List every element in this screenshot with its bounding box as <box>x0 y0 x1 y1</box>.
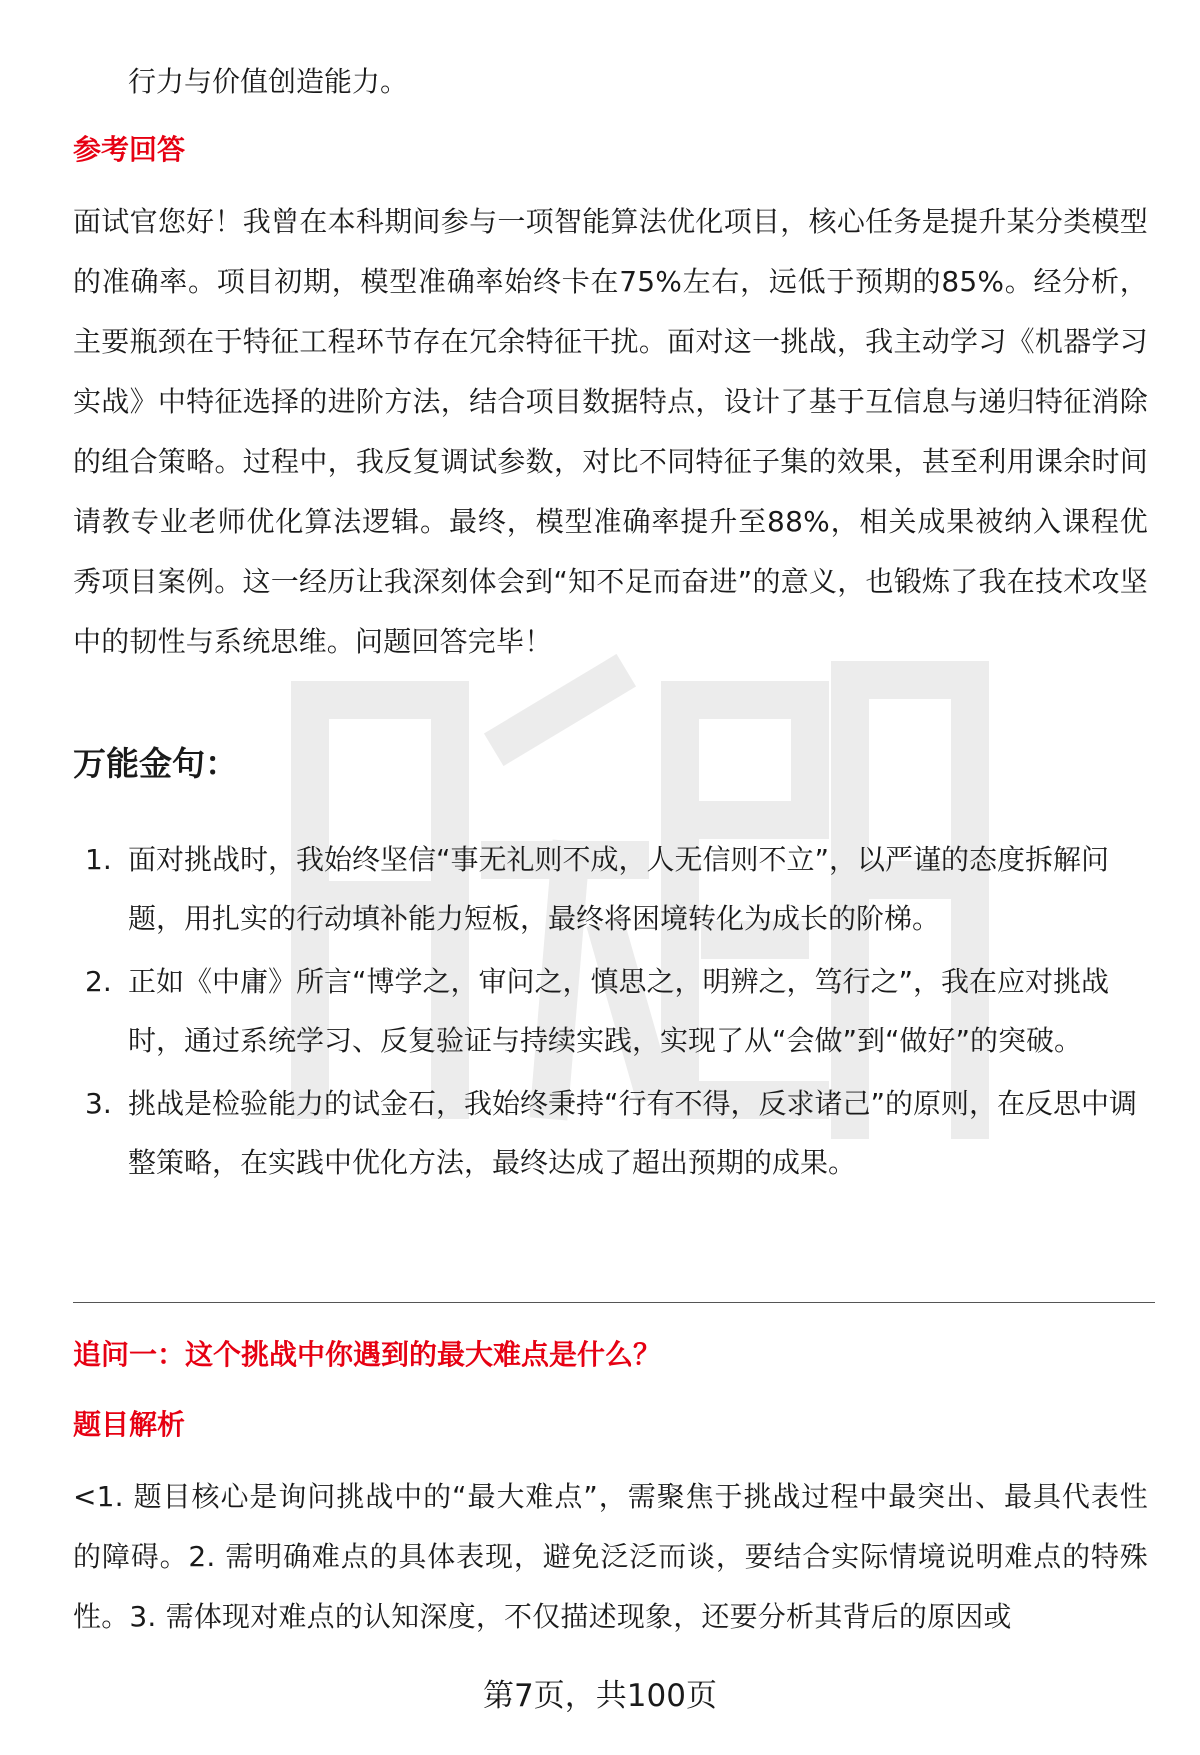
quote-number: 2. <box>85 965 112 998</box>
quote-text: 面对挑战时，我始终坚信“事无礼则不成，人无信则不立”，以严谨的态度拆解问题，用扎实的行动填补能力短板，最终将困境转化为成长的阶梯。 <box>128 843 1110 935</box>
continuation-line: 行力与价值创造能力。 <box>128 65 409 98</box>
quote-item <box>73 952 1153 1070</box>
quote-number: 3. <box>85 1087 112 1120</box>
answer-heading: 参考回答 <box>73 133 186 166</box>
follow-up-heading: 追问一：这个挑战中你遇到的最大难点是什么？ <box>73 1338 662 1371</box>
page-number: 第7页，共100页 <box>483 1678 717 1714</box>
golden-quotes-list <box>73 830 1153 1192</box>
quote-item <box>73 830 1153 948</box>
analysis-heading: 题目解析 <box>73 1408 186 1441</box>
quote-item <box>73 1074 1153 1192</box>
section-divider <box>73 1302 1155 1303</box>
quote-text: 挑战是检验能力的试金石，我始终秉持“行有不得，反求诸己”的原则，在反思中调整策略，在实践中优化方法，最终达成了超出预期的成果。 <box>128 1087 1138 1179</box>
analysis-paragraph: <1. 题目核心是询问挑战中的“最大难点”，需聚焦于挑战过程中最突出、最具代表性的障碍。2. 需明确难点的具体表现，避免泛泛而谈，要结合实际情境说明难点的特殊性。3. 需体现对难点的认知深度，不仅描述现象，还要分析其背后的原因或 <box>73 1480 1148 1633</box>
quote-number: 1. <box>85 843 112 876</box>
answer-paragraph: 面试官您好！我曾在本科期间参与一项智能算法优化项目，核心任务是提升某分类模型的准确率。项目初期，模型准确率始终卡在75%左右，远低于预期的85%。经分析，主要瓶颈在于特征工程环节存在冗余特征干扰。面对这一挑战，我主动学习《机器学习实战》中特征选择的进阶方法，结合项目数据特点，设计了基于互信息与递归特征消除的组合策略。过程中，我反复调试参数，对比不同特征子集的效果，甚至利用课余时间请教专业老师优化算法逻辑。最终，模型准确率提升至88%，相关成果被纳入课程优秀项目案例。这一经历让我深刻体会到“知不足而奋进”的意义，也锻炼了我在技术攻坚中的韧性与系统思维。问题回答完毕！ <box>73 205 1148 658</box>
golden-quotes-heading: 万能金句： <box>73 744 238 783</box>
quote-text: 正如《中庸》所言“博学之，审问之，慎思之，明辨之，笃行之”，我在应对挑战时，通过系统学习、反复验证与持续实践，实现了从“会做”到“做好”的突破。 <box>128 965 1110 1057</box>
